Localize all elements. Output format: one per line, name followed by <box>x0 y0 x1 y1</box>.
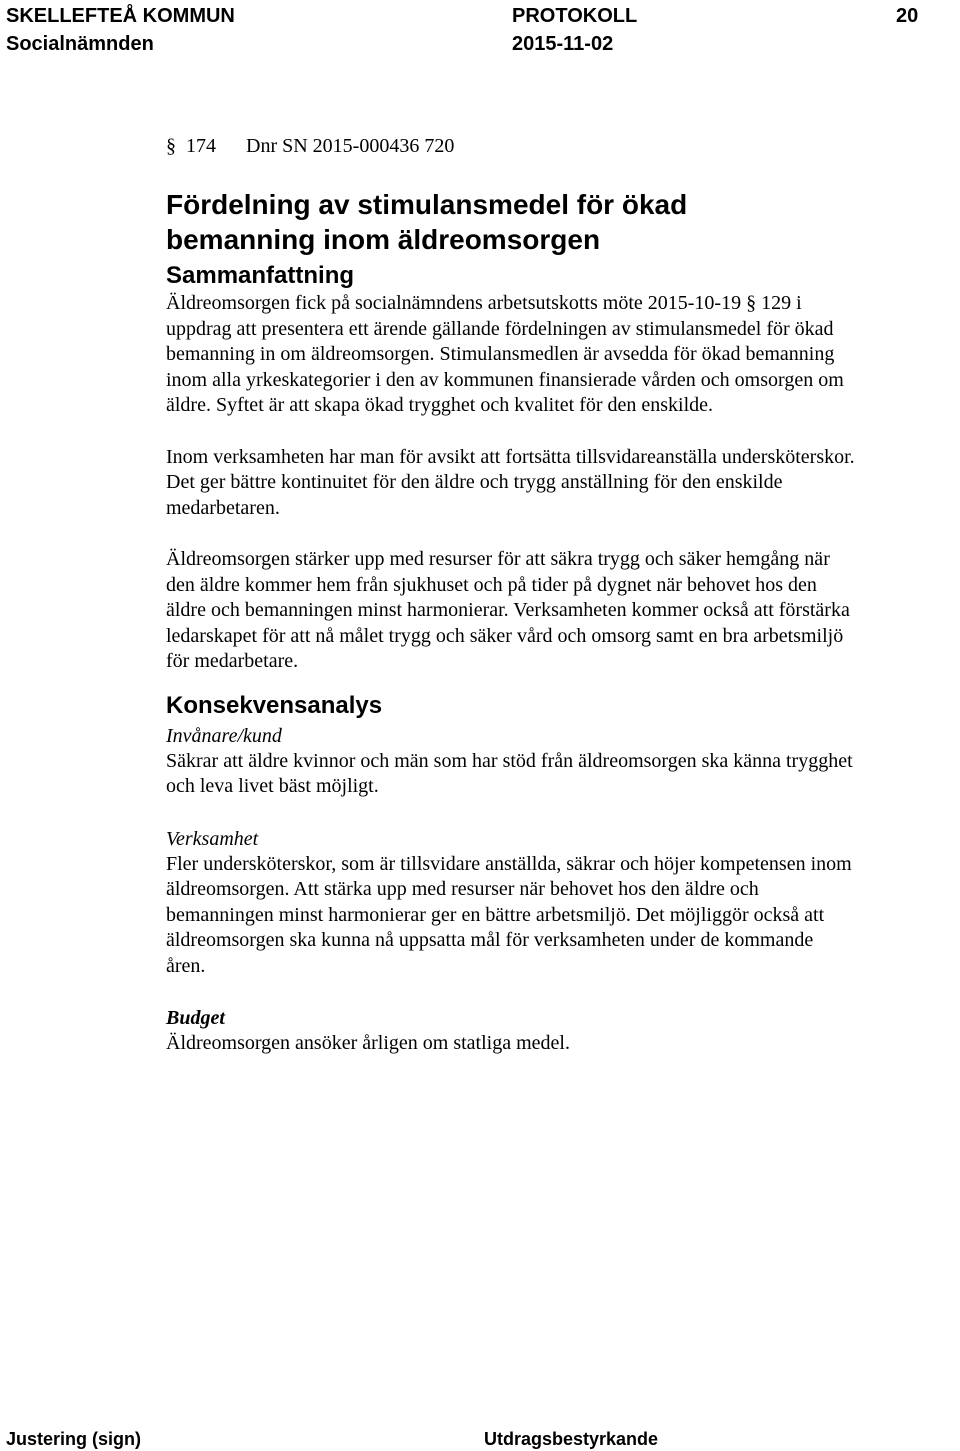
operations-text: Fler undersköterskor, som är tillsvidare anställda, säkrar och höjer kompetensen inom äldreomsorgen. Att stärka upp med resurser när behovet hos den äldre och bemanningen minst harmonierar ger en bättre arbetsmiljö. Det möjliggör också att äldreomsorgen ska kunna nå uppsatta mål för verksamheten under de kommande åren. <box>166 852 852 977</box>
meeting-date: 2015-11-02 <box>512 33 614 55</box>
summary-paragraph-3: Äldreomsorgen stärker upp med resurser för att säkra trygg och säker hemgång när den äldre kommer hem från sjukhuset och på tider på dygnet när behovet hos den äldre och bemanningen minst harmonierar. Verksamheten kommer också att förstärka ledarskapet för att nå målet trygg och säker vård och omsorg samt en bra arbetsmiljö för medarbetare. <box>166 548 850 672</box>
footer-signature-label: Justering (sign) <box>6 1429 142 1449</box>
page-number: 20 <box>896 5 919 27</box>
budget-text: Äldreomsorgen ansöker årligen om statliga medel. <box>166 1032 570 1054</box>
item-reference <box>166 133 856 159</box>
budget-heading: Budget <box>166 1007 225 1029</box>
doc-type: PROTOKOLL <box>512 5 638 27</box>
board-name: Socialnämnden <box>6 33 154 55</box>
residents-heading: Invånare/kund <box>166 724 282 747</box>
item-title <box>166 187 856 257</box>
item-number: 174 <box>186 135 216 157</box>
paragraph-sign: § <box>166 135 176 157</box>
item-title-line-2: bemanning inom äldreomsorgen <box>166 224 601 255</box>
footer-certification-label: Utdragsbestyrkande <box>484 1429 659 1449</box>
summary-paragraph-2: Inom verksamheten har man för avsikt att fortsätta tillsvidareanställa undersköterskor. Det ger bättre kontinuitet för den äldre och trygg anställning för den enskilde medarbetaren. <box>166 445 855 519</box>
operations-heading: Verksamhet <box>166 827 259 850</box>
item-title-line-1: Fördelning av stimulansmedel för ökad <box>166 189 688 220</box>
protocol-item <box>166 133 856 1057</box>
analysis-heading: Konsekvensanalys <box>166 691 383 719</box>
org-name: SKELLEFTEÅ KOMMUN <box>6 5 235 27</box>
summary-paragraph-1: Äldreomsorgen fick på socialnämndens arbetsutskotts möte 2015-10-19 § 129 i uppdrag att presentera ett ärende gällande fördelningen av stimulansmedel för ökad bemanning in om äldreomsorgen. Stimulansmedlen är avsedda för ökad bemanning inom alla yrkeskategorier i den av kommunen finansierade vården och omsorgen om äldre. Syftet är att skapa ökad trygghet och kvalitet för den enskilde. <box>166 292 844 416</box>
diary-number: Dnr SN 2015-000436 720 <box>246 135 455 157</box>
residents-text: Säkrar att äldre kvinnor och män som har stöd från äldreomsorgen ska känna trygghet och leva livet bäst möjligt. <box>166 749 853 797</box>
summary-heading: Sammanfattning <box>166 262 355 289</box>
